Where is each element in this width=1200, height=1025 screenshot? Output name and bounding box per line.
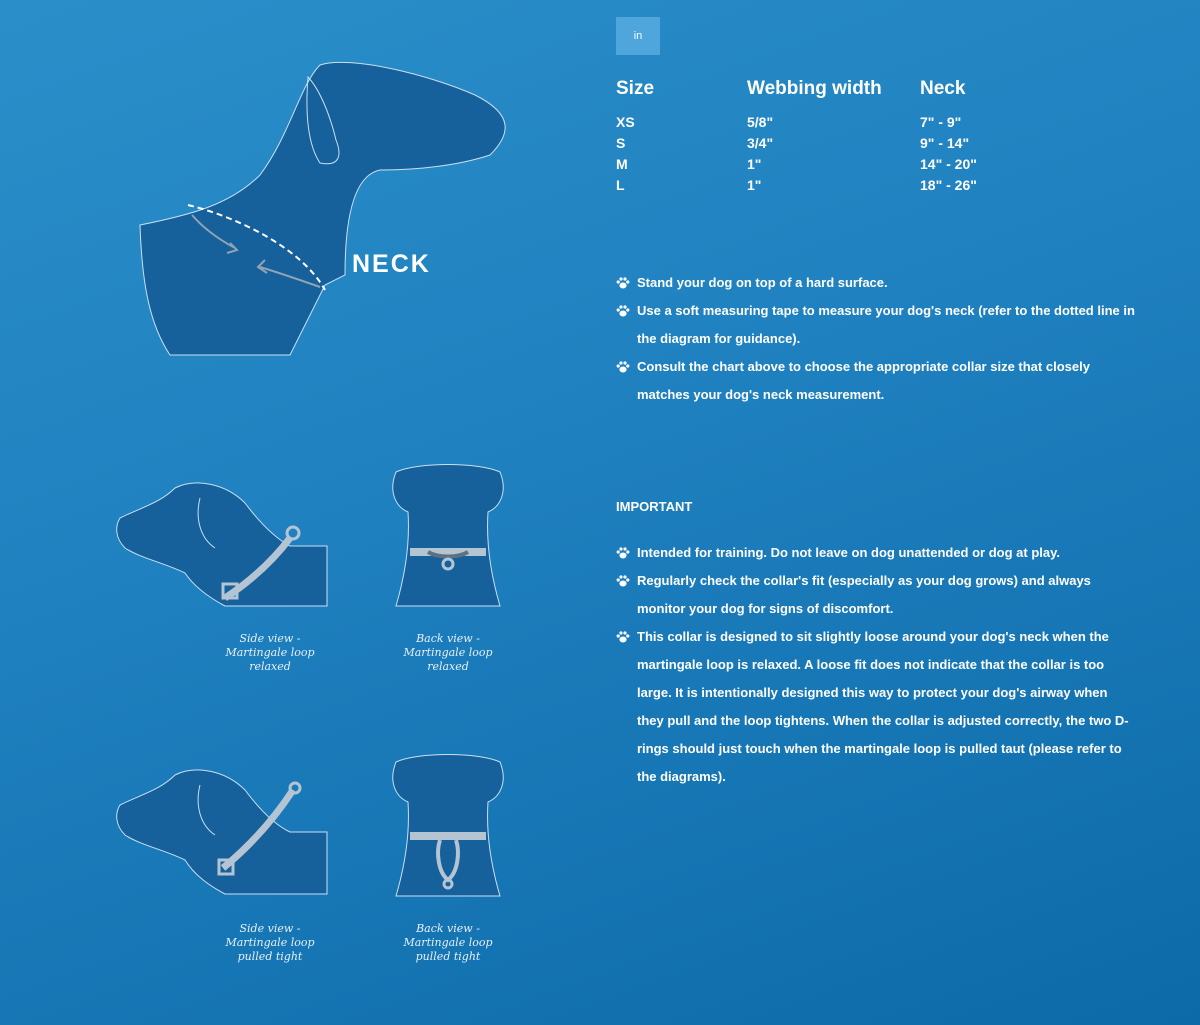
paw-icon <box>616 276 630 290</box>
paw-icon <box>616 574 630 588</box>
neck-measurement-diagram <box>130 55 520 365</box>
table-row <box>616 112 1040 133</box>
table-cell: 7" - 9" <box>920 114 962 130</box>
table-cell: 14" - 20" <box>920 156 977 172</box>
paw-icon <box>616 360 630 374</box>
table-cell: M <box>616 156 628 172</box>
size-chart-table <box>616 78 1040 196</box>
list-item: Consult the chart above to choose the appropriate collar size that closely matches your dog's neck measurement. <box>616 353 1136 409</box>
table-cell: 9" - 14" <box>920 135 970 151</box>
paw-icon <box>616 630 630 644</box>
important-list <box>616 539 1136 791</box>
paw-icon <box>616 546 630 560</box>
table-cell: 3/4" <box>747 135 774 151</box>
table-header-row <box>616 78 1040 112</box>
caption-side-relaxed: Side view - Martingale loop relaxed <box>225 632 315 673</box>
caption-side-tight: Side view - Martingale loop pulled tight <box>225 922 315 963</box>
d-ring <box>290 783 300 793</box>
table-row <box>616 154 1040 175</box>
table-cell: S <box>616 135 626 151</box>
d-ring <box>287 527 299 539</box>
list-item: This collar is designed to sit slightly loose around your dog's neck when the martingale loop is relaxed. A loose fit does not indicate that the collar is too large. It is intentionally designed this way to protect your dog's airway when they pull and the loop tightens. When the collar is adjusted correctly, the two D-rings should just touch when the martingale loop is pulled taut (please refer to the diagrams). <box>616 623 1136 791</box>
neck-label: NECK <box>352 250 431 278</box>
column-header-neck: Neck <box>920 78 966 99</box>
table-cell: XS <box>616 114 635 130</box>
important-heading: IMPORTANT <box>616 499 693 514</box>
column-header-size: Size <box>616 78 655 99</box>
unit-toggle-button[interactable]: in <box>616 17 660 55</box>
side-view-tight-illustration <box>115 760 335 898</box>
caption-back-tight: Back view - Martingale loop pulled tight <box>403 922 493 963</box>
table-cell: 1" <box>747 177 762 193</box>
column-header-webbing-width: Webbing width <box>747 78 882 99</box>
paw-icon <box>616 304 630 318</box>
instructions-list <box>616 269 1136 409</box>
list-item: Stand your dog on top of a hard surface. <box>616 269 1136 297</box>
list-item: Regularly check the collar's fit (especially as your dog grows) and always monitor your dog for signs of discomfort. <box>616 567 1136 623</box>
table-row <box>616 133 1040 154</box>
dog-head-silhouette <box>140 62 505 355</box>
table-cell: L <box>616 177 625 193</box>
list-item: Use a soft measuring tape to measure your dog's neck (refer to the dotted line in the diagram for guidance). <box>616 297 1136 353</box>
table-cell: 5/8" <box>747 114 774 130</box>
caption-back-relaxed: Back view - Martingale loop relaxed <box>403 632 493 673</box>
table-cell: 1" <box>747 156 762 172</box>
table-cell: 18" - 26" <box>920 177 977 193</box>
side-view-relaxed-illustration <box>115 478 335 610</box>
table-row <box>616 175 1040 196</box>
list-item: Intended for training. Do not leave on dog unattended or dog at play. <box>616 539 1136 567</box>
back-view-tight-illustration <box>388 752 508 898</box>
back-view-relaxed-illustration <box>388 462 508 608</box>
